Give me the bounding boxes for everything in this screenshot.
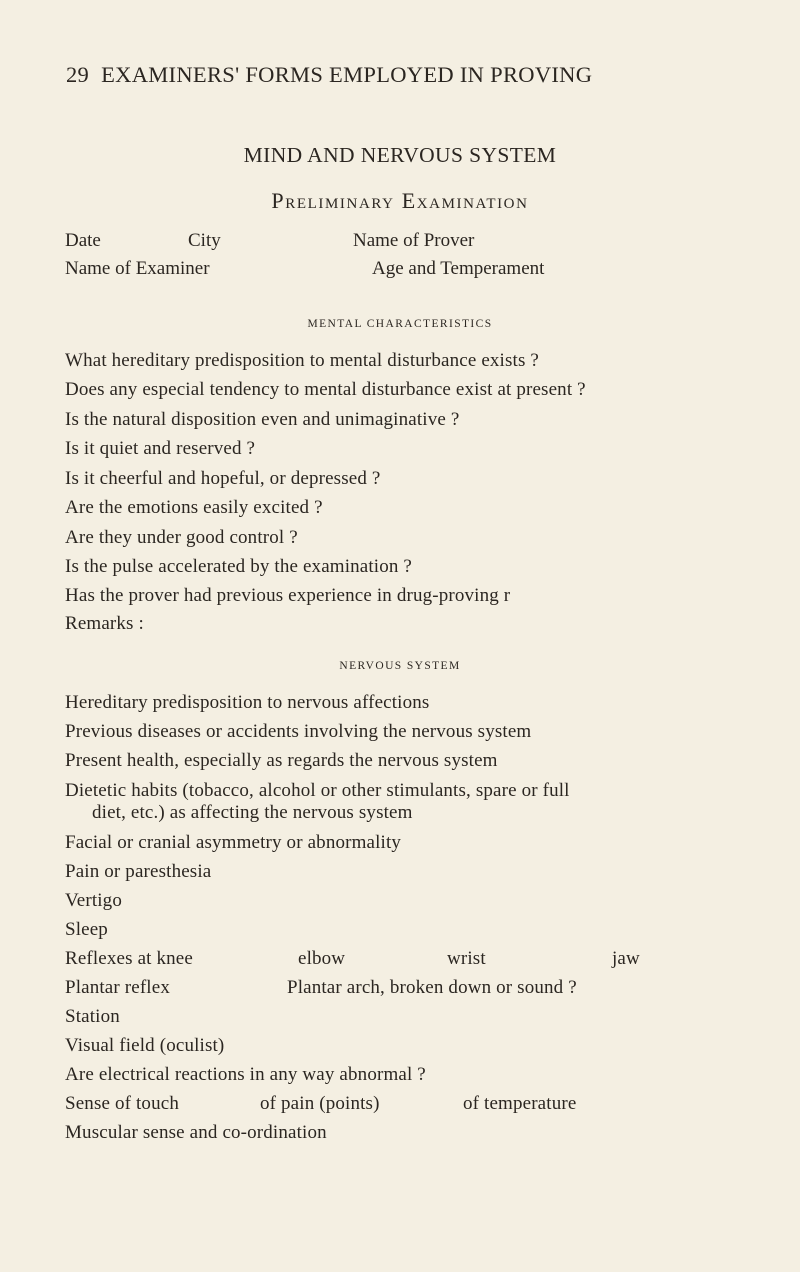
prover-name-field-label: Name of Prover: [353, 230, 475, 251]
age-temperament-field-label: Age and Temperament: [372, 258, 545, 279]
sense-of-pain-label: of pain (points): [260, 1093, 380, 1114]
sense-of-temperature-label: of temperature: [463, 1093, 577, 1114]
mental-line-1: What hereditary predisposition to mental disturbance exists ?: [65, 350, 539, 371]
nervous-line-3: Present health, especially as regards the nervous system: [65, 750, 498, 771]
muscular-sense-label: Muscular sense and co-ordination: [65, 1122, 327, 1143]
reflexes-jaw-label: jaw: [612, 948, 640, 969]
nervous-line-1: Hereditary predisposition to nervous affections: [65, 692, 430, 713]
nervous-line-6: Pain or paresthesia: [65, 861, 212, 882]
mental-line-7: Are they under good control ?: [65, 527, 298, 548]
mental-line-9: Has the prover had previous experience in drug-proving r: [65, 585, 511, 606]
reflexes-elbow-label: elbow: [298, 948, 346, 969]
reflexes-knee-label: Reflexes at knee: [65, 948, 193, 969]
nervous-line-2: Previous diseases or accidents involving the nervous system: [65, 721, 532, 742]
station-label: Station: [65, 1006, 120, 1027]
visual-field-label: Visual field (oculist): [65, 1035, 225, 1056]
remarks-label: Remarks :: [65, 613, 144, 634]
running-title: EXAMINERS' FORMS EMPLOYED IN PROVING: [101, 62, 593, 87]
running-head: [66, 62, 766, 88]
nervous-line-7: Vertigo: [65, 890, 122, 911]
nervous-line-8: Sleep: [65, 919, 108, 940]
reflexes-wrist-label: wrist: [447, 948, 486, 969]
nervous-line-5: Facial or cranial asymmetry or abnormality: [65, 832, 402, 853]
city-field-label: City: [188, 230, 221, 251]
mental-line-4: Is it quiet and reserved ?: [65, 438, 256, 459]
mental-line-8: Is the pulse accelerated by the examination ?: [65, 556, 413, 577]
page-title: MIND AND NERVOUS SYSTEM: [243, 143, 557, 167]
mental-line-2: Does any especial tendency to mental disturbance exist at present ?: [65, 379, 586, 400]
plantar-arch-label: Plantar arch, broken down or sound ?: [287, 977, 577, 998]
nervous-line-4: Dietetic habits (tobacco, alcohol or other stimulants, spare or full: [65, 780, 570, 801]
page-number: 29: [66, 62, 90, 87]
sense-of-touch-label: Sense of touch: [65, 1093, 179, 1114]
date-field-label: Date: [65, 230, 101, 251]
mental-characteristics-heading: MENTAL CHARACTERISTICS: [307, 318, 493, 330]
page-subtitle: Preliminary Examination: [271, 188, 529, 213]
mental-line-3: Is the natural disposition even and unimaginative ?: [65, 409, 460, 430]
mental-line-6: Are the emotions easily excited ?: [65, 497, 323, 518]
mental-line-5: Is it cheerful and hopeful, or depressed ?: [65, 468, 381, 489]
nervous-system-heading: NERVOUS SYSTEM: [339, 660, 461, 672]
nervous-line-4-continued: diet, etc.) as affecting the nervous system: [92, 802, 413, 823]
examiner-name-field-label: Name of Examiner: [65, 258, 210, 279]
plantar-reflex-label: Plantar reflex: [65, 977, 170, 998]
electrical-reactions-label: Are electrical reactions in any way abnormal ?: [65, 1064, 426, 1085]
